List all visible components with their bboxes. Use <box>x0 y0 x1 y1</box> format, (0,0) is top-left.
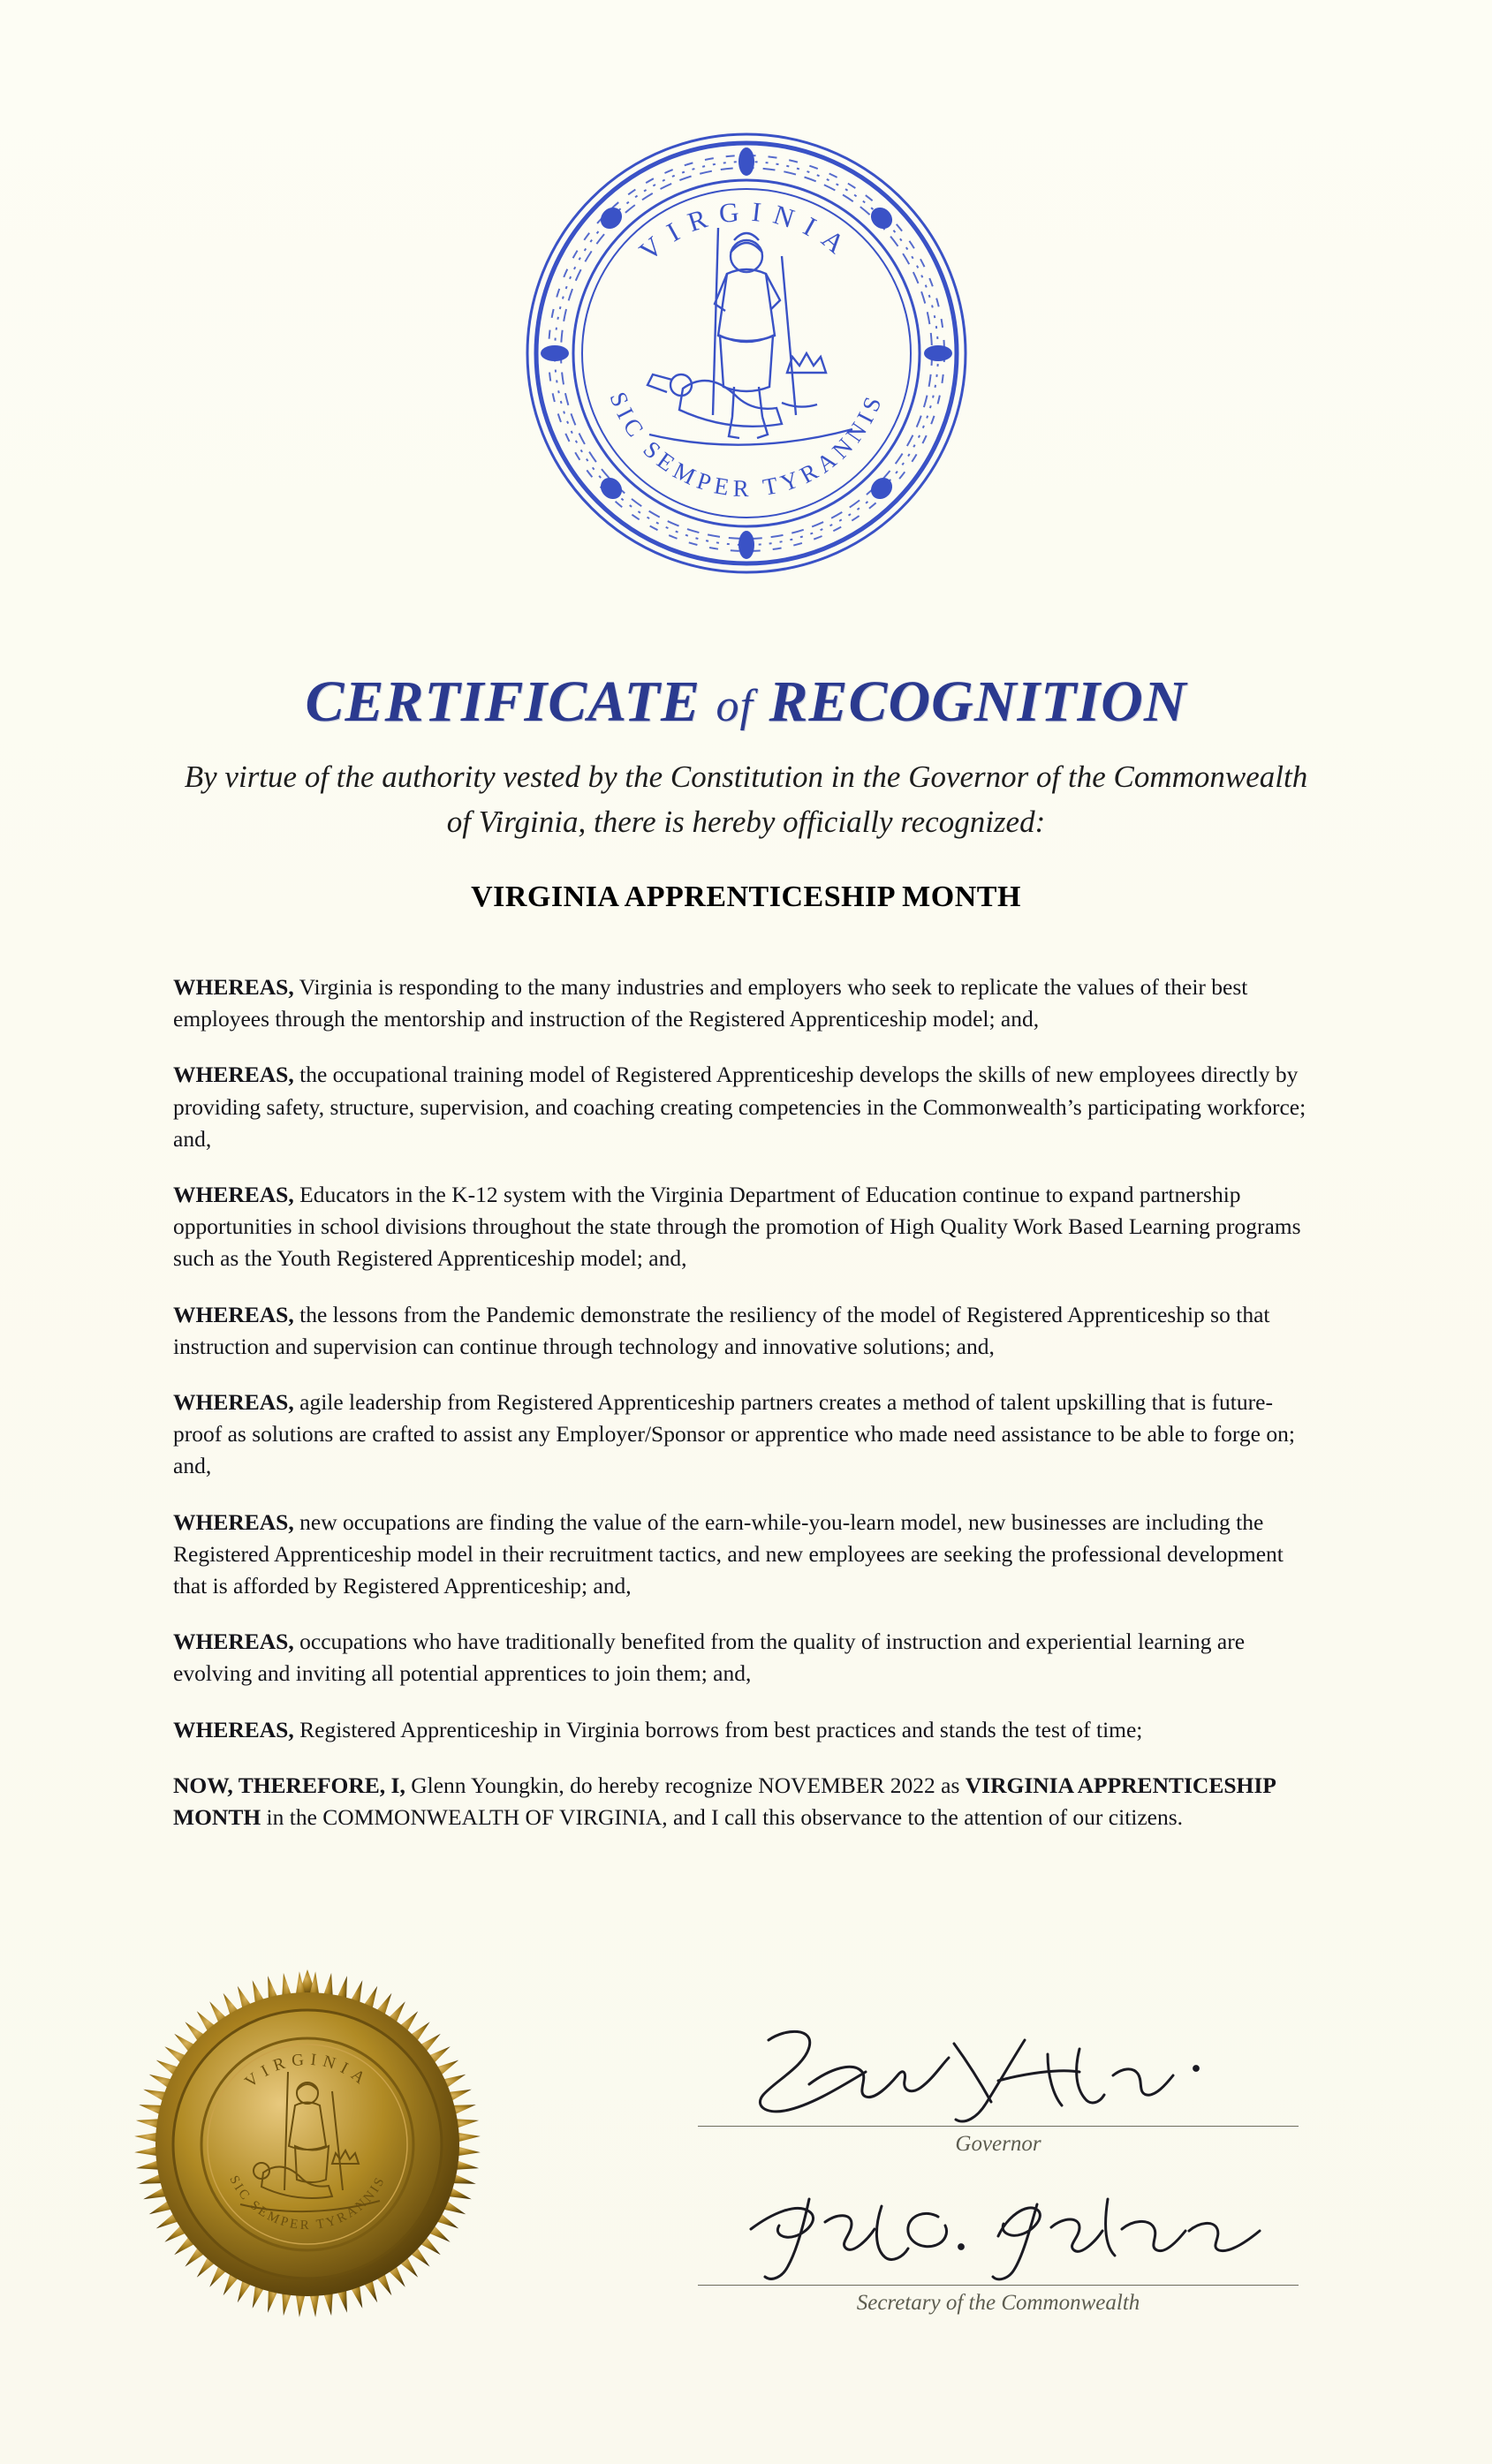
signature-block-secretary <box>698 2164 1299 2323</box>
clause-text: the occupational training model of Registered Apprenticeship develops the skills of new employees directly by providing safety, structure, supervision, and coaching creating competencies in the Commonwealth’s participating workforce; and, <box>173 1062 1306 1152</box>
clause-text: new occupations are finding the value of the earn-while-you-learn model, new businesses are including the Registered Apprenticeship model in their recruitment tactics, and new employees are seeking the professional development that is afforded by Registered Apprenticeship; and, <box>173 1508 1284 1599</box>
clause-text: the lessons from the Pandemic demonstrate the resiliency of the model of Registered Apprenticeship so that instruction and supervision can continue through technology and innovative solutions; and, <box>173 1301 1270 1359</box>
signature-label-secretary: Secretary of the Commonwealth <box>856 2291 1140 2315</box>
top-seal-container <box>0 124 1492 583</box>
final-clause-emphasis: VIRGINIA APPRENTICESHIP MONTH <box>173 1772 1276 1831</box>
title-word-certificate: CERTIFICATE <box>305 669 701 734</box>
governor-signature-ink <box>733 2022 1263 2137</box>
clause-lead: WHEREAS, <box>173 1629 294 1655</box>
title-word-of: of <box>716 681 754 731</box>
final-clause-text-1: Glenn Youngkin, do hereby recognize NOVEMBER 2022 as <box>405 1772 966 1798</box>
page-title <box>0 671 1492 732</box>
svg-text:VIRGINIA: VIRGINIA <box>632 195 860 267</box>
signature-line <box>698 2126 1299 2127</box>
certificate-subtitle: By virtue of the authority vested by the Constitution in the Governor of the Commonwealth of Virginia, there is hereby officially recognized: <box>184 760 1308 840</box>
title-block <box>0 671 1492 914</box>
clause-lead: WHEREAS, <box>173 1389 294 1416</box>
clause-item <box>173 1714 1322 1746</box>
clause-item <box>173 971 1322 1035</box>
svg-text:VIRGINIA: VIRGINIA <box>241 2050 374 2092</box>
signature-block-governor <box>698 2022 1299 2164</box>
signature-line <box>698 2285 1299 2286</box>
clause-item <box>173 1626 1322 1689</box>
clause-text: agile leadership from Registered Apprenticeship partners creates a method of talent upskilling that is future-proof as solutions are crafted to assist any Employer/Sponsor or apprentice who made need assistance to be able to forge on; and, <box>173 1389 1295 1479</box>
clause-item <box>173 1387 1322 1483</box>
clause-text: Educators in the K-12 system with the Virginia Department of Education continue to expand partnership opportunities in school divisions throughout the state through the promotion of High Quality Work Based Learning programs such as the Youth Registered Apprenticeship model; and, <box>173 1182 1301 1272</box>
secretary-signature-ink <box>733 2181 1263 2296</box>
clause-lead: WHEREAS, <box>173 1182 294 1208</box>
clause-lead: WHEREAS, <box>173 974 294 1000</box>
clause-list <box>173 971 1322 1857</box>
title-word-recognition: RECOGNITION <box>769 669 1187 734</box>
clause-item <box>173 1299 1322 1363</box>
clause-text: occupations who have traditionally benefited from the quality of instruction and experiential learning are evolving and inviting all potential apprentices to join them; and, <box>173 1629 1246 1687</box>
clause-lead: WHEREAS, <box>173 1716 294 1742</box>
clause-lead: WHEREAS, <box>173 1508 294 1535</box>
final-clause-text-2: in the COMMONWEALTH OF VIRGINIA, and I call this observance to the attention of our citizens. <box>261 1804 1184 1831</box>
signature-label-governor: Governor <box>955 2132 1041 2156</box>
virginia-state-seal-icon <box>517 124 976 583</box>
svg-text:SIC SEMPER TYRANNIS: SIC SEMPER TYRANNIS <box>226 2173 389 2233</box>
recognized-subject: VIRGINIA APPRENTICESHIP MONTH <box>471 880 1021 913</box>
embossed-gold-state-seal-icon <box>131 1968 484 2321</box>
clause-text: Virginia is responding to the many industries and employers who seek to replicate the values of their best employees through the mentorship and instruction of the Registered Apprenticeship model; and, <box>173 974 1248 1032</box>
clause-item <box>173 1507 1322 1603</box>
clause-lead: WHEREAS, <box>173 1301 294 1327</box>
svg-text:SIC SEMPER TYRANNIS: SIC SEMPER TYRANNIS <box>603 388 889 503</box>
clause-item <box>173 1059 1322 1155</box>
signature-area <box>698 2022 1299 2323</box>
clause-lead: WHEREAS, <box>173 1062 294 1088</box>
final-clause-lead: NOW, THEREFORE, I, <box>173 1772 405 1798</box>
clause-item <box>173 1179 1322 1275</box>
final-clause <box>173 1770 1322 1833</box>
clause-text: Registered Apprenticeship in Virginia borrows from best practices and stands the test of time; <box>293 1716 1143 1742</box>
